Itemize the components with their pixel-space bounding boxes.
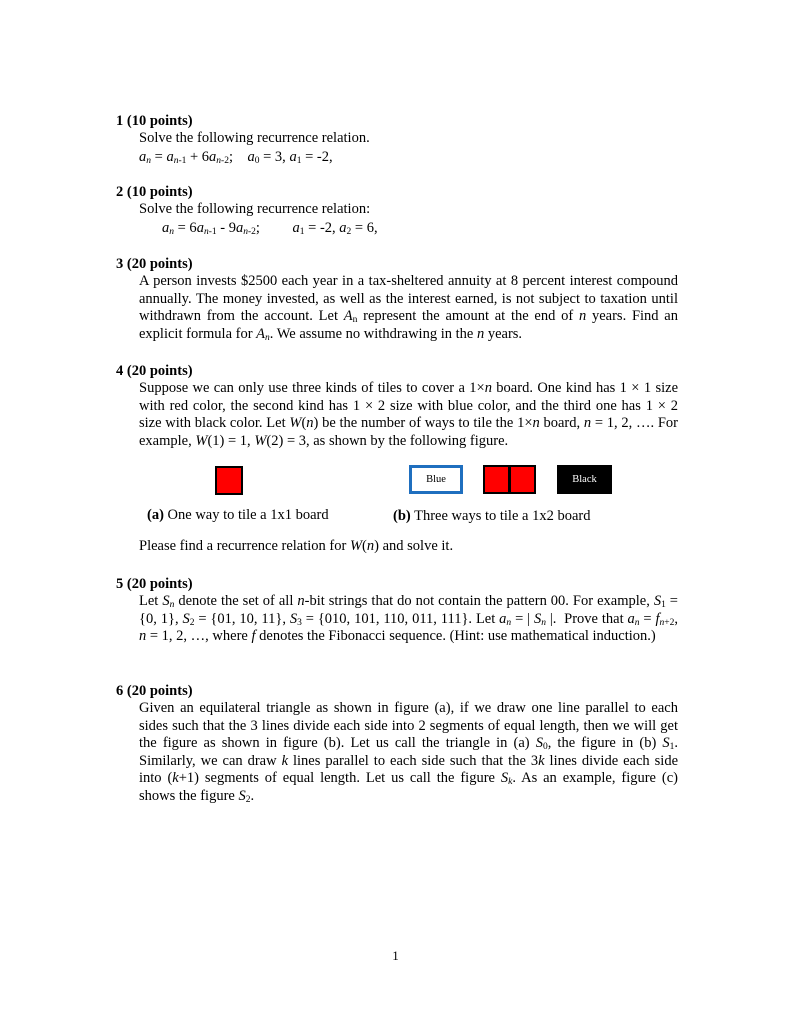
red-tile-1x1: [215, 466, 243, 495]
question-3-title: 3 (20 points): [116, 256, 193, 272]
question-1-equation: $a_n = a_{n-1} + 6a_{n-2}$; $a_0 = 3$, $a_1 = -2$,: [139, 148, 333, 166]
question-5: [116, 575, 678, 646]
caption-a-label: (a): [147, 507, 164, 523]
question-1-text: Solve the following recurrence relation.: [139, 130, 370, 146]
question-3-text: A person invests $2500 each year in a tax-sheltered annuity at 8 percent interest compound annually. The money invested, as well as the interest earned, is not subject to taxation until withdrawn from the account. Let $A_n$ represent the amount at the end of n years. Find an explicit formula for $A_n$. We assume no withdrawing in the n years.: [139, 273, 678, 343]
red-tile-right: [509, 465, 536, 494]
figure-caption-b: [393, 507, 590, 525]
question-6-title: 6 (20 points): [116, 683, 193, 699]
question-4-question: Please find a recurrence relation for W(n) and solve it.: [139, 538, 454, 554]
page-number: 1: [392, 948, 399, 963]
question-1: [116, 112, 678, 166]
caption-b-text: Three ways to tile a 1x2 board: [414, 508, 591, 524]
question-4: [116, 362, 678, 450]
question-4-text: Suppose we can only use three kinds of tiles to cover a 1×n board. One kind has 1 × 1 size with red color, the second kind has 1 × 2 size with blue color, and the third one has 1 × 2 size with black color. Let W(n) be the number of ways to tile the 1×n board, n = 1, 2, …. For example, W(1) = 1, W(2) = 3, as shown by the following figure.: [139, 380, 679, 449]
question-5-title: 5 (20 points): [116, 576, 193, 592]
question-2-title: 2 (10 points): [116, 184, 193, 200]
caption-a-text: One way to tile a 1x1 board: [167, 507, 329, 523]
question-2: [116, 183, 678, 237]
question-6: [116, 682, 678, 806]
red-tile-left: [483, 465, 510, 494]
question-2-text: Solve the following recurrence relation:: [139, 201, 371, 217]
caption-b-label: (b): [393, 508, 411, 524]
question-2-equation: $a_n = 6a_{n-1} - 9a_{n-2}$; $a_1 = -2$, $a_2 = 6$,: [162, 219, 378, 237]
black-tile-1x2: Black: [557, 465, 612, 494]
question-6-text: Given an equilateral triangle as shown in figure (a), if we draw one line parallel to each sides such that the 3 lines divide each side into 2 segments of equal length, then we will get the figure as shown in figure (b). Let us call the triangle in (a) $S_0$, the figure in (b) $S_1$. Similarly, we can draw k lines parallel to each side such that the 3k lines divide each side into (k+1) segments of equal length. Let us call the figure $S_k$. As an example, figure (c) shows the figure $S_2$.: [139, 700, 679, 805]
figure-caption-a: [147, 506, 329, 524]
question-3: [116, 255, 678, 343]
question-5-text: Let $S_n$ denote the set of all n-bit strings that do not contain the pattern 00. For example, $S_1 = \{0$, 1}, $S_2 = \{01$, 10, 11}, $S_3 = \{010$, 101, 110, 011, 111}. Let $a_n$ = | $S_n$ |. Prove that $a_n = f_{n+2}$, n = 1, 2, …, where f denotes the Fibonacci sequence. (Hint: use mathematical induction.): [139, 593, 678, 645]
question-4-title: 4 (20 points): [116, 363, 193, 379]
question-4-followup: [116, 538, 678, 556]
blue-tile-1x2: Blue: [409, 465, 463, 494]
question-1-title: 1 (10 points): [116, 113, 193, 129]
